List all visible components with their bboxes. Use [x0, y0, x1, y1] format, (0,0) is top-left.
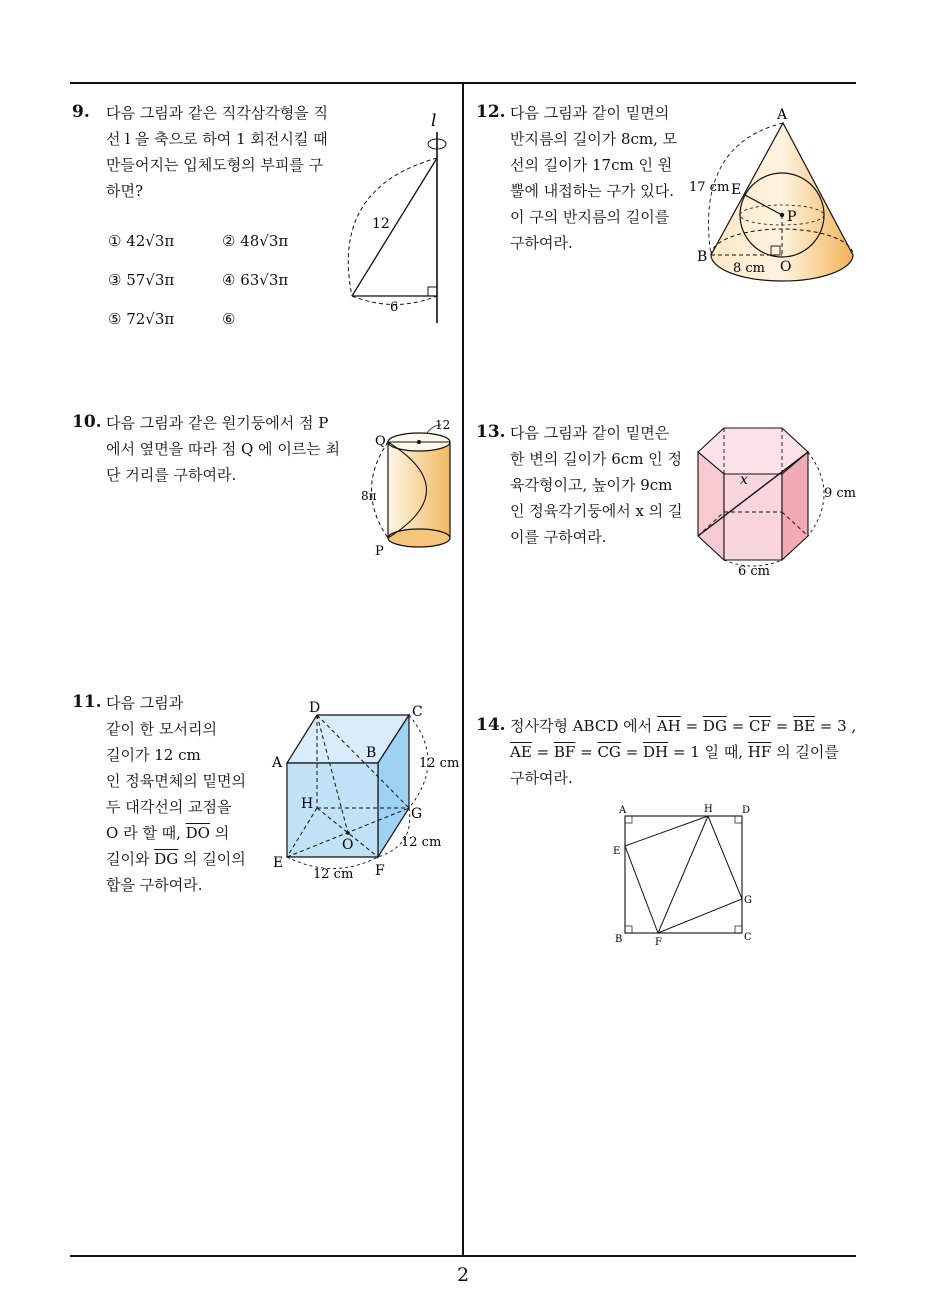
question-text — [510, 100, 677, 256]
vertex-d: D — [742, 805, 751, 816]
vertex-g: G — [411, 806, 423, 822]
diagonal-x-label: x — [740, 472, 748, 488]
radius-label: 8 cm — [733, 261, 766, 276]
text-line: 정사각형 ABCD 에서 $\overline{AH} = \overline{DG} = \overline{CF} = \overline{BE} = 3$ , — [510, 717, 857, 735]
point-e: E — [731, 182, 742, 198]
question-number: 9. — [72, 102, 90, 122]
hexagonal-prism-figure — [690, 420, 860, 585]
point-o: O — [342, 837, 354, 853]
point-o: O — [780, 259, 792, 275]
slant-label: 17 cm — [689, 180, 730, 195]
question-number: 14. — [476, 715, 506, 735]
height-label: 9 cm — [824, 486, 857, 501]
column-divider — [462, 82, 464, 1256]
question-number: 10. — [72, 412, 102, 432]
page-number: 2 — [456, 1264, 470, 1286]
choice-6[interactable]: ⑥ — [222, 310, 236, 328]
choice-5[interactable]: ⑤ 72√3π — [108, 310, 175, 328]
choice-2[interactable]: ② 48√3π — [222, 232, 289, 250]
text-line: 한 변의 길이가 6cm 인 정 — [510, 450, 682, 468]
center-p: P — [787, 209, 797, 225]
question-number: 11. — [72, 692, 102, 712]
text-line: 이 구의 반지름의 길이를 — [510, 208, 670, 226]
text-line: 두 대각선의 교점을 — [106, 798, 232, 816]
text-line: 반지름의 길이가 8cm, 모 — [510, 130, 678, 148]
text-line: 합을 구하여라. — [106, 876, 203, 894]
vertex-b: B — [615, 934, 623, 945]
text-line: O 라 할 때, $\overline{DO}$ 의 — [106, 824, 230, 842]
text-line: 인 정육면체의 밑면의 — [106, 772, 246, 790]
question-text — [106, 690, 246, 898]
text-line: $\overline{AE} = \overline{BF} = \overline{CG} = \overline{DH} = 1$ 일 때, $\overline{HF}$ 의 길이를 — [510, 743, 839, 761]
text-line: 만들어지는 입체도형의 부피를 구 — [106, 156, 324, 174]
vertex-h: H — [301, 796, 314, 812]
segment-dg: $\overline{DG}$ — [154, 850, 179, 868]
text-line: 길이가 12 cm — [106, 746, 201, 764]
vertex-h: H — [704, 804, 713, 815]
point-p-label: P — [375, 544, 384, 559]
bottom-rule — [70, 1255, 856, 1257]
question-text — [106, 100, 328, 204]
choice-4[interactable]: ④ 63√3π — [222, 271, 289, 289]
edge-label-depth: 12 cm — [401, 835, 442, 850]
text-line: 다음 그림과 — [106, 694, 184, 712]
vertex-c: C — [744, 932, 752, 943]
text-line: 다음 그림과 같이 밑면의 — [510, 104, 670, 122]
text-line: 길이와 $\overline{DG}$ 의 길이의 — [106, 850, 246, 868]
hypotenuse-label: 12 — [372, 216, 390, 232]
question-text — [510, 420, 682, 550]
text-line: 인 정육각기둥에서 x 의 길 — [510, 502, 683, 520]
text-line: 이를 구하여라. — [510, 528, 607, 546]
vertex-f: F — [655, 937, 662, 948]
text-line: 단 거리를 구하여라. — [106, 466, 237, 484]
point-b: B — [697, 249, 708, 265]
vertex-d: D — [309, 700, 321, 716]
text-line: 같이 한 모서리의 — [106, 720, 217, 738]
text-line: 에서 옆면을 따라 점 Q 에 이르는 최 — [106, 440, 341, 458]
question-number: 12. — [476, 102, 506, 122]
vertex-e: E — [613, 846, 621, 857]
edge-label-right: 12 cm — [419, 756, 460, 771]
vertex-g: G — [744, 895, 752, 906]
diameter-label: 12 — [435, 418, 451, 432]
vertex-a: A — [619, 805, 627, 816]
text-line: 선 l 을 축으로 하여 1 회전시킬 때 — [106, 130, 328, 148]
side-label: 6 cm — [738, 564, 771, 579]
text-line: 선의 길이가 17cm 인 원 — [510, 156, 673, 174]
text-line: 하면? — [106, 182, 144, 200]
text-line: 뿔에 내접하는 구가 있다. — [510, 182, 674, 200]
question-text — [510, 713, 856, 791]
cylinder-figure — [355, 415, 460, 565]
base-label: 6 — [390, 300, 399, 315]
height-label: 8π — [361, 489, 377, 503]
vertex-b: B — [366, 745, 377, 761]
cone-sphere-figure — [685, 105, 860, 290]
text-line: 육각형이고, 높이가 9cm — [510, 476, 673, 494]
text-line: 구하여라. — [510, 234, 573, 252]
apex-a: A — [777, 107, 788, 123]
triangle-rotation-figure — [340, 108, 460, 328]
point-q-label: Q — [375, 434, 386, 449]
text-line: 다음 그림과 같은 직각삼각형을 직 — [106, 104, 328, 122]
vertex-f: F — [375, 863, 385, 879]
square-figure — [610, 800, 760, 950]
choice-3[interactable]: ③ 57√3π — [108, 271, 175, 289]
choice-1[interactable]: ① 42√3π — [108, 232, 175, 250]
cube-figure — [265, 695, 460, 885]
question-number: 13. — [476, 422, 506, 442]
vertex-a: A — [272, 755, 283, 771]
text-line: 다음 그림과 같이 밑면은 — [510, 424, 670, 442]
text-line: 구하여라. — [510, 769, 573, 787]
vertex-c: C — [412, 704, 423, 720]
segment-do: $\overline{DO}$ — [185, 824, 210, 842]
axis-label: l — [431, 111, 437, 131]
edge-label-bottom: 12 cm — [313, 867, 354, 882]
question-text — [106, 410, 340, 488]
text-line: 다음 그림과 같은 원기둥에서 점 P — [106, 414, 329, 432]
vertex-e: E — [273, 855, 284, 871]
